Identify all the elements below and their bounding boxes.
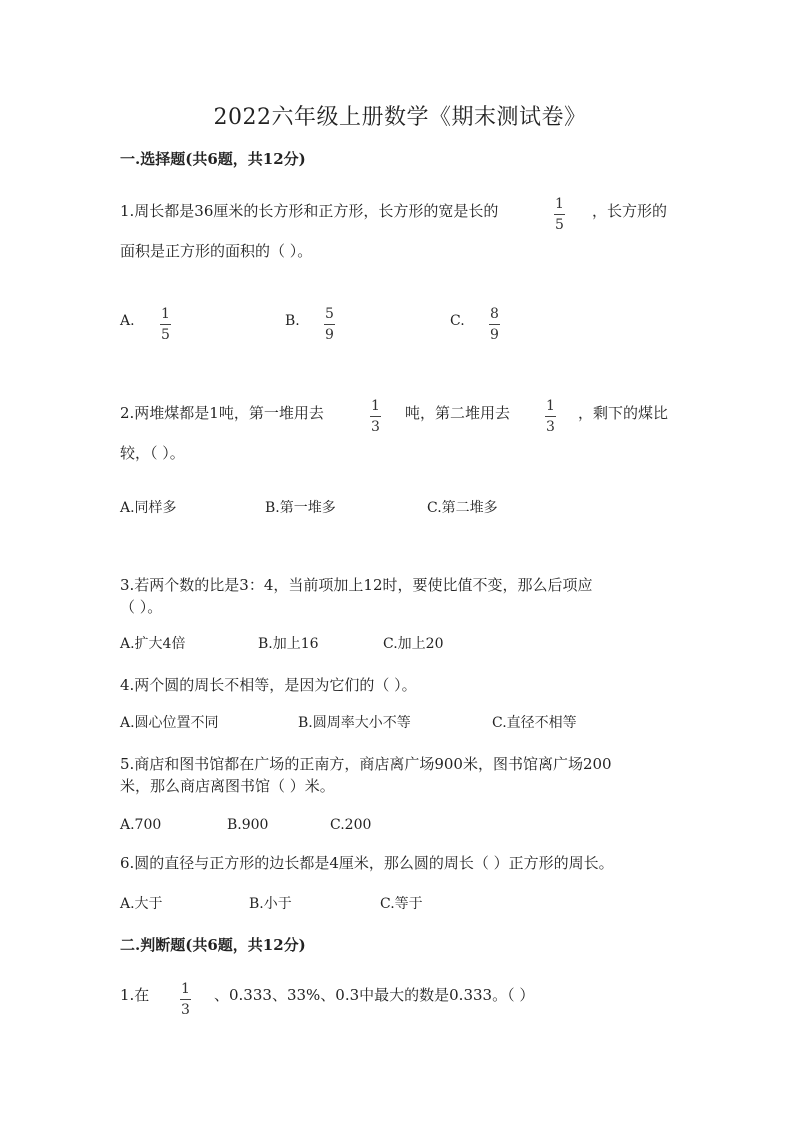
q2-line2: 较，（ ）。 — [120, 444, 185, 462]
q3-line1: 3.若两个数的比是3：4，当前项加上12时，要使比值不变，那么后项应 — [120, 576, 593, 594]
q2-option-c: C.第二堆多 — [427, 500, 498, 516]
q2-fraction-2 — [545, 398, 556, 435]
q2-option-a: A.同样多 — [120, 500, 177, 516]
j1-text-start: 1.在 — [120, 986, 150, 1004]
j1-fraction-numerator: 1 — [181, 981, 190, 997]
q3-line2: （ ）。 — [120, 598, 163, 616]
q1-option-b-label: B. — [285, 313, 300, 329]
q1-fraction-denominator: 5 — [555, 217, 564, 233]
q1-option-b-numerator: 5 — [325, 306, 334, 322]
q1-option-a-denominator: 5 — [161, 327, 170, 343]
q2-fraction-1-denominator: 3 — [371, 419, 380, 435]
q1-option-c-label: C. — [450, 313, 465, 329]
j1-text-end: 、0.333、33%、0.3中最大的数是0.333。（ ） — [214, 986, 535, 1004]
q1-option-c-fraction — [489, 306, 500, 343]
fraction-bar — [324, 324, 335, 325]
q3-option-b: B.加上16 — [258, 636, 319, 652]
q3-option-c: C.加上20 — [383, 636, 444, 652]
q1-option-b-fraction — [324, 306, 335, 343]
q1-option-b-denominator: 9 — [325, 327, 334, 343]
j1-fraction-denominator: 3 — [181, 1002, 190, 1018]
q1-line1-end: ，长方形的 — [592, 202, 668, 220]
q4-option-b: B.圆周率大小不等 — [298, 715, 411, 731]
j1-fraction — [180, 981, 191, 1018]
q1-option-a-label: A. — [120, 313, 135, 329]
q1-option-c-numerator: 8 — [490, 306, 499, 322]
q2-line1-end: ，剩下的煤比 — [578, 404, 669, 422]
q2-option-b: B.第一堆多 — [265, 500, 336, 516]
q6-option-a: A.大于 — [120, 896, 163, 912]
q1-option-c-denominator: 9 — [490, 327, 499, 343]
q1-fraction — [554, 196, 565, 233]
q4-option-c: C.直径不相等 — [492, 715, 577, 731]
fraction-bar — [545, 416, 556, 417]
q6-line1: 6.圆的直径与正方形的边长都是4厘米，那么圆的周长（ ）正方形的周长。 — [120, 854, 614, 872]
q6-option-b: B.小于 — [249, 896, 292, 912]
q1-line1-start: 1.周长都是36厘米的长方形和正方形，长方形的宽是长的 — [120, 202, 499, 220]
q5-option-a: A.700 — [120, 817, 162, 833]
fraction-bar — [370, 416, 381, 417]
fraction-bar — [180, 999, 191, 1000]
fraction-bar — [160, 324, 171, 325]
section-judgement-heading: 二.判断题(共6题，共12分) — [120, 936, 306, 954]
page-title: 2022六年级上册数学《期末测试卷》 — [213, 105, 587, 130]
q5-option-b: B.900 — [227, 817, 269, 833]
section-choice-heading: 一.选择题(共6题，共12分) — [120, 150, 306, 168]
q5-line2: 米，那么商店离图书馆（ ）米。 — [120, 777, 335, 795]
q1-fraction-numerator: 1 — [555, 196, 564, 212]
q1-option-a-numerator: 1 — [161, 306, 170, 322]
q5-line1: 5.商店和图书馆都在广场的正南方，商店离广场900米，图书馆离广场200 — [120, 755, 612, 773]
q1-option-a-fraction — [160, 306, 171, 343]
fraction-bar — [489, 324, 500, 325]
q2-fraction-2-numerator: 1 — [546, 398, 555, 414]
q4-option-a: A.圆心位置不同 — [120, 715, 219, 731]
q5-option-c: C.200 — [330, 817, 372, 833]
q2-line1-middle: 吨，第二堆用去 — [405, 404, 511, 422]
q4-line1: 4.两个圆的周长不相等，是因为它们的（ ）。 — [120, 676, 417, 694]
q6-option-c: C.等于 — [380, 896, 423, 912]
q3-option-a: A.扩大4倍 — [120, 636, 186, 652]
q2-fraction-2-denominator: 3 — [546, 419, 555, 435]
q2-fraction-1-numerator: 1 — [371, 398, 380, 414]
q2-fraction-1 — [370, 398, 381, 435]
q1-line2: 面积是正方形的面积的（ ）。 — [120, 242, 313, 260]
q2-line1-start: 2.两堆煤都是1吨，第一堆用去 — [120, 404, 324, 422]
fraction-bar — [554, 214, 565, 215]
